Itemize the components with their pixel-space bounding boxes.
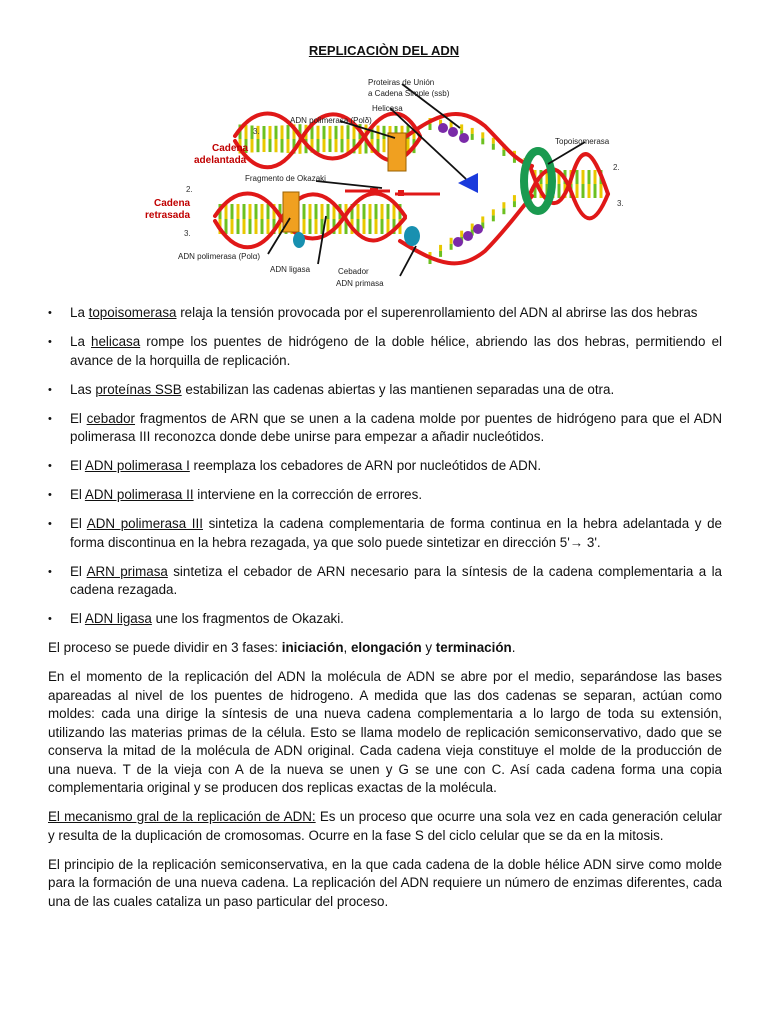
label-cadena-retrasada-2: retrasada bbox=[145, 210, 191, 221]
list-item: • El ADN ligasa une los fragmentos de Okazaki. bbox=[48, 611, 344, 626]
label-num-2-mid-left: 2. bbox=[186, 185, 193, 194]
primer-1 bbox=[370, 188, 378, 194]
ssb-protein-5 bbox=[463, 231, 473, 241]
list-item: • El ADN polimerasa II interviene en la corrección de errores. bbox=[48, 487, 423, 502]
label-cebador: Cebador bbox=[338, 267, 369, 276]
paragraph-principle: El principio de la replicación semiconservativa, en la que cada cadena de la doble hélice ADN sirve como molde para la formación de una nueva cadena. La replicación del ADN requiere un número de enzimas diferentes, cada una de las cuales cataliza un paso particular del proceso. bbox=[48, 856, 722, 909]
paragraph-semiconservative: En el momento de la replicación del ADN la molécula de ADN se abre por el medio, separándose las bases apareadas al nivel de los puentes de hidrogeno. A medida que las dos cadenas se separan, actúan como moldes: cada una dirige la síntesis de una nueva cadena complementaria a lo largo de toda su extensión, utilizando las materias primas de la célula. Esto se llama modelo de replicación semiconservativo, dado que se conserva la mitad de la molécula de ADN original. Cada cadena vieja constituye el molde de la producción de una nueva. T de la vieja con A de la nueva se unen y G se une con C. Así cada cadena forma una copia complementaria original y se producen dos replicas exactas de la molécula. bbox=[48, 669, 722, 795]
label-num-3-bottom-left: 3. bbox=[184, 229, 191, 238]
ssb-protein-3 bbox=[459, 133, 469, 143]
list-item: • El ADN polimerasa III sintetiza la cadena complementaria de forma continua en la hebra adelantada y de forma discontinua en la hebra rezagada, ya que solo puede sintetizar en dirección 5'→ 3'. bbox=[48, 516, 722, 550]
label-adn-ligasa: ADN ligasa bbox=[270, 265, 311, 274]
primer-2 bbox=[398, 190, 404, 196]
term-arn-primasa: ARN primasa bbox=[86, 563, 168, 579]
list-item: • La helicasa rompe los puentes de hidrógeno de la doble hélice, abriendo las dos hebras, permitiendo el avance de la horquilla de replicación. bbox=[48, 334, 722, 368]
ssb-protein-4 bbox=[453, 237, 463, 247]
enzyme-list bbox=[48, 304, 722, 629]
list-item: • Las proteínas SSB estabilizan las cadenas abiertas y las mantienen separadas una de otra. bbox=[48, 381, 615, 397]
ssb-protein-6 bbox=[473, 224, 483, 234]
paragraph-mechanism: El mecanismo gral de la replicación de ADN: Es un proceso que ocurre una sola vez en cada generación celular y resulta de la duplicación de cromosomas. Ocurre en la fase S del ciclo celular que se da en la mitosis. bbox=[48, 809, 723, 843]
label-pol-delta: ADN polimerasa (Polδ) bbox=[290, 116, 372, 125]
label-num-2-right: 2. bbox=[613, 163, 620, 172]
mechanism-heading: El mecanismo gral de la replicación de ADN: bbox=[48, 809, 316, 824]
phases-paragraph: El proceso se puede dividir en 3 fases: iniciación, elongación y terminación. bbox=[48, 640, 516, 655]
term-adn-polimerasa-iii: ADN polimerasa III bbox=[86, 516, 203, 531]
label-topoisomerasa: Topoisomerasa bbox=[555, 137, 610, 146]
term-helicasa: helicasa bbox=[91, 334, 141, 349]
lagging-template-strand bbox=[400, 196, 532, 263]
okazaki-fragments bbox=[345, 191, 440, 194]
label-num-3-right: 3. bbox=[617, 199, 624, 208]
label-num-3-top-left: 3. bbox=[253, 127, 260, 136]
label-ssb-2: a Cadena Simple (ssb) bbox=[368, 89, 450, 98]
label-cadena-adelantada-2: adelantada bbox=[194, 155, 247, 166]
term-cebador: cebador bbox=[86, 410, 136, 426]
list-item: • El cebador fragmentos de ARN que se unen a la cadena molde por puentes de hidrógeno para que el ADN polimerasa III reconozca donde debe unirse para empezar a añadir nucleótidos. bbox=[48, 410, 722, 444]
label-fragmento-okazaki: Fragmento de Okazaki bbox=[245, 174, 326, 183]
label-cadena-retrasada-1: Cadena bbox=[154, 198, 191, 209]
label-helicasa: Helicasa bbox=[372, 104, 403, 113]
list-item: • El ARN primasa sintetiza el cebador de ARN necesario para la síntesis de la cadena complementaria a la cadena rezagada. bbox=[48, 563, 723, 597]
term-adn-polimerasa-i: ADN polimerasa I bbox=[84, 458, 190, 473]
term-adn-ligasa: ADN ligasa bbox=[84, 611, 152, 626]
primase-shape bbox=[404, 226, 420, 246]
list-item: • El ADN polimerasa I reemplaza los cebadores de ARN por nucleótidos de ADN. bbox=[48, 458, 542, 473]
document-body bbox=[48, 304, 722, 922]
label-cadena-adelantada-1: Cadena bbox=[212, 143, 249, 154]
ligase-shape bbox=[293, 232, 305, 248]
ssb-protein-1 bbox=[438, 123, 448, 133]
dna-replication-diagram bbox=[140, 66, 640, 296]
label-pol-alpha: ADN polimerasa (Polα) bbox=[178, 252, 260, 261]
list-item: • La topoisomerasa relaja la tensión provocada por el superenrollamiento del ADN al abrirse las dos hebras bbox=[48, 305, 698, 320]
term-adn-polimerasa-ii: ADN polimerasa II bbox=[84, 487, 194, 502]
label-ssb-1: Proteiras de Unión bbox=[368, 78, 435, 87]
term-topoisomerasa: topoisomerasa bbox=[88, 305, 177, 320]
label-adn-primasa: ADN primasa bbox=[336, 279, 384, 288]
ssb-protein-2 bbox=[448, 127, 458, 137]
helicase-shape bbox=[458, 173, 478, 193]
term-proteinas-ssb: proteínas SSB bbox=[95, 381, 182, 397]
page-title: REPLICACIÒN DEL ADN bbox=[308, 43, 460, 58]
polymerase-delta-shape bbox=[388, 133, 406, 171]
